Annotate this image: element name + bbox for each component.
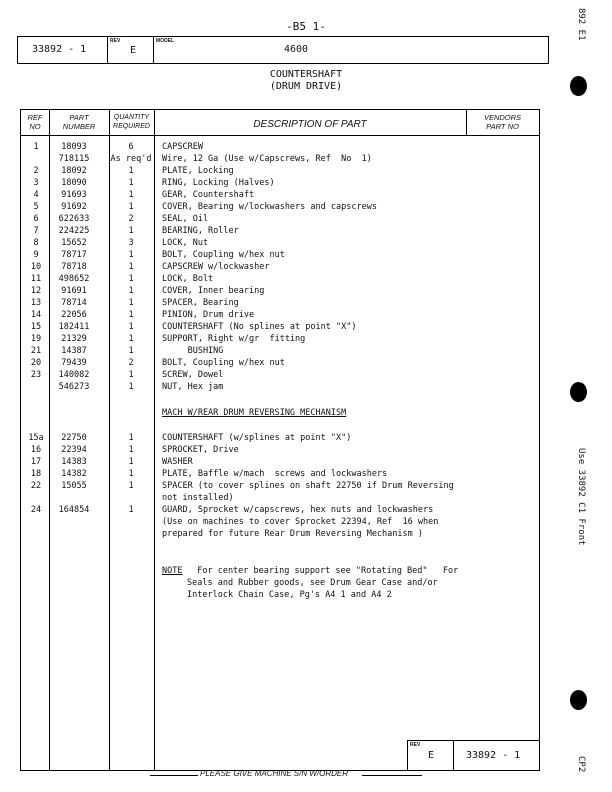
part-number: 164854 <box>58 505 90 515</box>
column-header-description: DESCRIPTION OF PART <box>253 119 367 130</box>
part-number: 498652 <box>58 274 90 284</box>
header-box <box>17 36 549 64</box>
part-number: 18090 <box>61 178 87 188</box>
ref-number: 15a <box>28 433 44 443</box>
description: BUSHING <box>162 346 224 356</box>
rev-label: REV <box>410 742 421 748</box>
ref-number: 22 <box>30 481 42 491</box>
part-number: 14387 <box>61 346 87 356</box>
quantity: 1 <box>128 190 134 200</box>
ref-number: 17 <box>30 457 42 467</box>
part-number: 622633 <box>58 214 90 224</box>
part-number: 22056 <box>61 310 87 320</box>
quantity: 1 <box>128 505 134 515</box>
drawing-number: 33892 - 1 <box>32 44 87 55</box>
table-row <box>21 322 539 333</box>
description: SPROCKET, Drive <box>162 445 239 455</box>
description: prepared for future Rear Drum Reversing Mechanism ) <box>162 529 423 539</box>
quantity: 2 <box>128 358 134 368</box>
bottom-revision-box <box>407 740 539 770</box>
description: BOLT, Coupling w/hex nut <box>162 250 285 260</box>
description: Wire, 12 Ga (Use w/Capscrews, Ref No 1) <box>162 154 372 164</box>
binder-hole <box>570 76 587 96</box>
description: PINION, Drum drive <box>162 310 255 320</box>
ref-number: 21 <box>30 346 42 356</box>
description: GUARD, Sprocket w/capscrews, hex nuts and lockwashers <box>162 505 434 515</box>
quantity: 1 <box>128 370 134 380</box>
note-label: NOTE <box>162 566 183 576</box>
description: COUNTERSHAFT (w/splines at point "X") <box>162 433 352 443</box>
quantity: 1 <box>128 382 134 392</box>
part-number: 18092 <box>61 166 87 176</box>
column-header-ref: REF NO <box>27 113 43 131</box>
ref-number: 12 <box>30 286 42 296</box>
table-row <box>21 166 539 177</box>
quantity: 1 <box>128 457 134 467</box>
table-row <box>21 250 539 261</box>
column-header-part: PART NUMBER <box>62 113 96 131</box>
margin-code-middle: Use 33892 C1 Front <box>576 448 586 546</box>
description: RING, Locking (Halves) <box>162 178 275 188</box>
rev-label: REV <box>110 38 121 44</box>
binder-hole <box>570 382 587 402</box>
description: SCREW, Dowel <box>162 370 224 380</box>
note-line: Seals and Rubber goods, see Drum Gear Case and/or <box>187 578 438 588</box>
part-number: 78718 <box>61 262 87 272</box>
quantity: 1 <box>128 202 134 212</box>
quantity: 1 <box>128 178 134 188</box>
table-row <box>21 154 539 165</box>
description: COVER, Bearing w/lockwashers and capscrews <box>162 202 377 212</box>
table-row <box>21 358 539 369</box>
description: GEAR, Countershaft <box>162 190 255 200</box>
page-number: -B5 1- <box>286 20 326 33</box>
quantity: 1 <box>128 334 134 344</box>
ref-number: 16 <box>30 445 42 455</box>
part-number: 78714 <box>61 298 87 308</box>
description: SPACER (to cover splines on shaft 22750 if Drum Reversing <box>162 481 454 491</box>
drawing-number: 33892 - 1 <box>466 750 521 761</box>
note-line: Interlock Chain Case, Pg's A4 1 and A4 2 <box>187 590 392 600</box>
table-row <box>21 346 539 357</box>
binder-hole <box>570 690 587 710</box>
part-number: 79439 <box>61 358 87 368</box>
description: BOLT, Coupling w/hex nut <box>162 358 285 368</box>
part-number: 22750 <box>61 433 87 443</box>
table-row <box>21 310 539 321</box>
ref-number: 1 <box>33 142 39 152</box>
table-row <box>21 298 539 309</box>
table-row <box>21 370 539 381</box>
table-row <box>21 190 539 201</box>
part-number: 546273 <box>58 382 90 392</box>
table-row <box>21 457 539 468</box>
note-line: For center bearing support see "Rotating Bed" For <box>187 566 459 576</box>
table-row <box>21 274 539 285</box>
revision: E <box>428 750 435 761</box>
section-heading: MACH W/REAR DRUM REVERSING MECHANISM <box>162 408 347 418</box>
table-row <box>21 505 539 516</box>
description: not installed) <box>162 493 234 503</box>
description: COVER, Inner bearing <box>162 286 265 296</box>
quantity: 1 <box>128 346 134 356</box>
description: CAPSCREW w/lockwasher <box>162 262 270 272</box>
part-number: 14382 <box>61 469 87 479</box>
part-number: 15055 <box>61 481 87 491</box>
ref-number: 7 <box>33 226 39 236</box>
description: NUT, Hex jam <box>162 382 224 392</box>
margin-code-bottom: CP2 <box>576 756 586 773</box>
ref-number: 15 <box>30 322 42 332</box>
part-number: 224225 <box>58 226 90 236</box>
description: PLATE, Baffle w/mach screws and lockwashers <box>162 469 388 479</box>
description: (Use on machines to cover Sprocket 22394, Ref 16 when <box>162 517 439 527</box>
part-number: 21329 <box>61 334 87 344</box>
table-row <box>21 142 539 153</box>
ref-number: 14 <box>30 310 42 320</box>
table-row <box>21 214 539 225</box>
quantity: 1 <box>128 433 134 443</box>
ref-number: 4 <box>33 190 39 200</box>
quantity: 1 <box>128 274 134 284</box>
model-number: 4600 <box>284 44 309 55</box>
table-row <box>21 517 539 528</box>
description: BEARING, Roller <box>162 226 239 236</box>
table-row <box>21 226 539 237</box>
table-row <box>21 481 539 492</box>
part-number: 91692 <box>61 202 87 212</box>
quantity: 1 <box>128 481 134 491</box>
part-number: 15652 <box>61 238 87 248</box>
quantity: 1 <box>128 286 134 296</box>
ref-number: 6 <box>33 214 39 224</box>
description: LOCK, Nut <box>162 238 209 248</box>
ref-number: 18 <box>30 469 42 479</box>
part-number: 91691 <box>61 286 87 296</box>
part-number: 22394 <box>61 445 87 455</box>
quantity: As req'd <box>110 154 152 164</box>
table-row <box>21 286 539 297</box>
quantity: 2 <box>128 214 134 224</box>
ref-number: 10 <box>30 262 42 272</box>
table-row <box>21 433 539 444</box>
description: COUNTERSHAFT (No splines at point "X") <box>162 322 357 332</box>
part-number: 14383 <box>61 457 87 467</box>
description: SUPPORT, Right w/gr fitting <box>162 334 306 344</box>
ref-number: 8 <box>33 238 39 248</box>
ref-number: 9 <box>33 250 39 260</box>
quantity: 1 <box>128 250 134 260</box>
table-row <box>21 178 539 189</box>
ref-number: 3 <box>33 178 39 188</box>
table-row <box>21 529 539 540</box>
section-heading-row <box>21 408 539 419</box>
part-number: 18093 <box>61 142 87 152</box>
description: PLATE, Locking <box>162 166 234 176</box>
quantity: 1 <box>128 310 134 320</box>
table-row <box>21 238 539 249</box>
description: CAPSCREW <box>162 142 203 152</box>
ref-number: 11 <box>30 274 42 284</box>
parts-table <box>20 109 540 771</box>
part-number: 140082 <box>58 370 90 380</box>
table-row <box>21 262 539 273</box>
ref-number: 24 <box>30 505 42 515</box>
column-header-quantity: QUANTITY REQUIRED <box>113 114 150 130</box>
part-number: 718115 <box>58 154 90 164</box>
section-subtitle: (DRUM DRIVE) <box>269 81 343 92</box>
part-number: 182411 <box>58 322 90 332</box>
description: SPACER, Bearing <box>162 298 239 308</box>
column-header-vendor: VENDORS PART NO <box>483 113 522 131</box>
ref-number: 20 <box>30 358 42 368</box>
quantity: 1 <box>128 166 134 176</box>
description: SEAL, Oil <box>162 214 209 224</box>
quantity: 1 <box>128 226 134 236</box>
ref-number: 2 <box>33 166 39 176</box>
part-number: 78717 <box>61 250 87 260</box>
ref-number: 5 <box>33 202 39 212</box>
quantity: 1 <box>128 469 134 479</box>
quantity: 6 <box>128 142 134 152</box>
quantity: 1 <box>128 322 134 332</box>
table-row <box>21 445 539 456</box>
table-row <box>21 202 539 213</box>
table-row <box>21 334 539 345</box>
quantity: 1 <box>128 445 134 455</box>
table-row <box>21 382 539 393</box>
margin-code-top: 892 E1 <box>576 8 586 41</box>
description: WASHER <box>162 457 193 467</box>
description: LOCK, Bolt <box>162 274 214 284</box>
ref-number: 23 <box>30 370 42 380</box>
footer-text: PLEASE GIVE MACHINE S/N W/ORDER <box>200 769 349 778</box>
table-row <box>21 493 539 504</box>
revision: E <box>130 45 137 56</box>
section-title: COUNTERSHAFT <box>269 69 343 80</box>
ref-number: 13 <box>30 298 42 308</box>
quantity: 1 <box>128 262 134 272</box>
footer <box>150 769 450 781</box>
table-row <box>21 469 539 480</box>
quantity: 3 <box>128 238 134 248</box>
part-number: 91693 <box>61 190 87 200</box>
model-label: MODEL <box>156 38 175 44</box>
ref-number: 19 <box>30 334 42 344</box>
quantity: 1 <box>128 298 134 308</box>
